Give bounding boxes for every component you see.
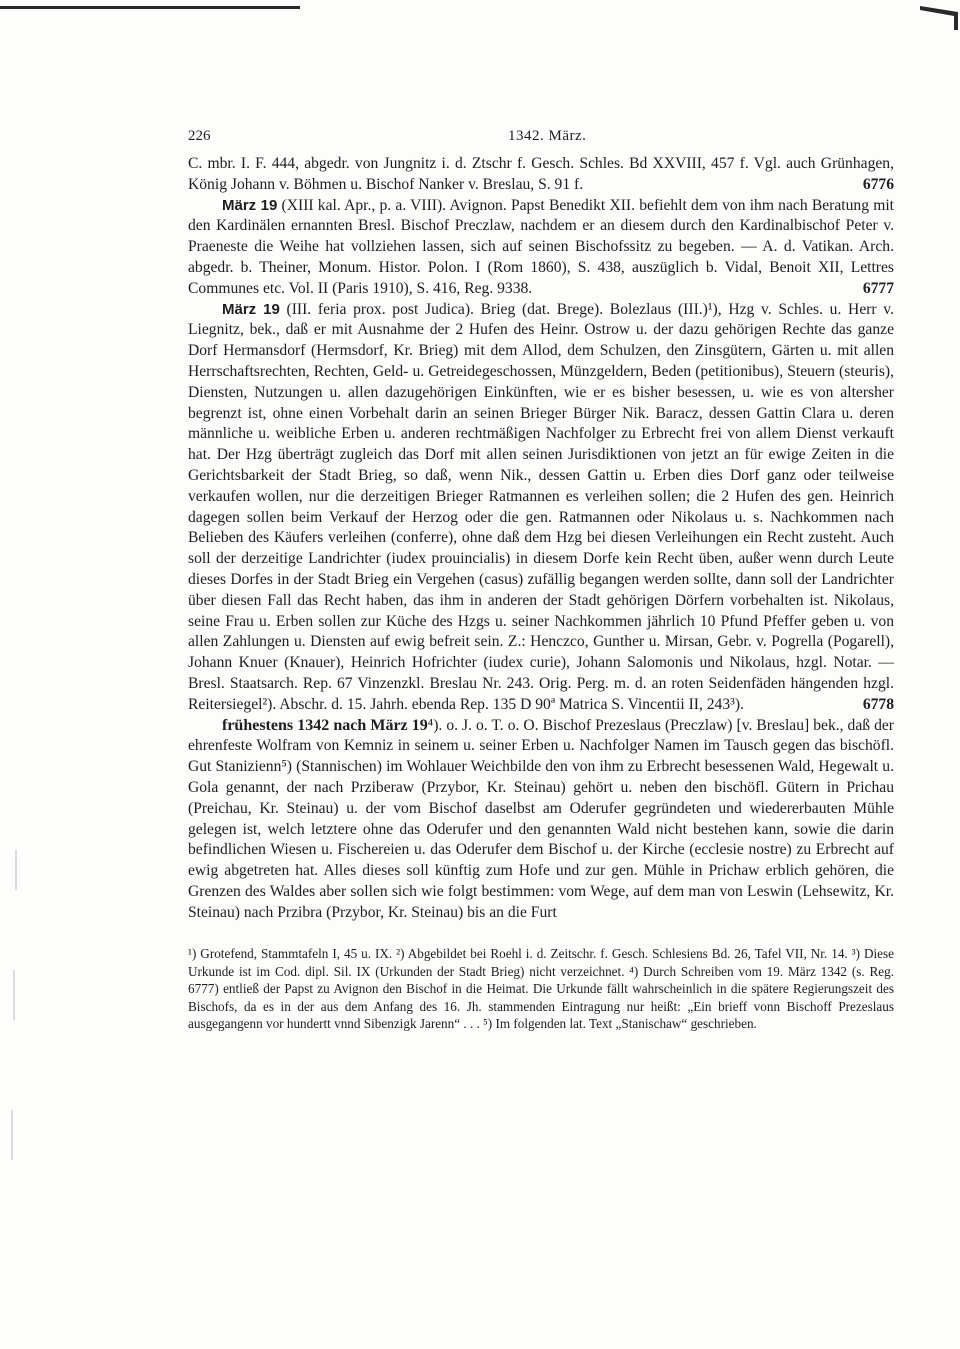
register-number: 6776	[862, 175, 894, 193]
running-title: 1342. März.	[508, 128, 587, 144]
footnotes	[188, 945, 894, 1033]
entry-text: ⁴). o. J. o. T. o. O. Bischof Prezeslaus (Preczlaw) [v. Breslau] bek., daß der ehrenfeste Wolfram von Kemniz in seinem u. seiner Erben u. Nachfolger Namen im Tausch gegen das bischöfl. Gut Stanizienn⁵) (Stannischen) im Wohlauer Weichbilde den von ihm zu Erbrecht besessenen Wald, Hegewalt u. Gola genannt, der nach Prziberaw (Przybor, Kr. Steinau) gehört u. neben den bischöfl. Gütern in Prichau (Preichau, Kr. Steinau) u. der vom Bischof daselbst am Oderufer gegründeten und wiedererbauten Mühle gelegen ist, welch letztere ohne das Oderufer und den genannten Wald nicht bestehen kann, sowie die darin befindlichen Wiesen u. Fischereien u. das Oderufer dem Bischof u. der Kirche (ecclesie nostre) zu Erbrecht auf ewig abgetreten hat. Alles dieses soll künftig zum Hofe und zur gen. Mühle in Prichaw erblich gehören, die Grenzen des Waldes aber sollen sich wie folgt bestimmen: vom Wege, auf dem man von Leswin (Lehsewitz, Kr. Steinau) nach Przibra (Przybor, Kr. Steinau) bis an die Furt	[188, 716, 894, 921]
page-number: 226	[188, 128, 211, 144]
entry-date: frühestens 1342 nach März 19	[222, 716, 428, 734]
scan-edge-bar	[0, 6, 300, 9]
register-number: 6778	[862, 695, 894, 713]
entry-text: (XIII kal. Apr., p. a. VIII). Avignon. Papst Benedikt XII. befiehlt dem von ihm nach Beratung mit den Kardinälen ernannten Bresl. Bischof Preczlaw, nachdem er an diesem durch den Kardinalbischof Peter v. Praeneste die Weihe hat vollziehen lassen, sich auf seinen Bischofssitz zu begeben. — A. d. Vatikan. Arch. abgedr. b. Theiner, Monum. Histor. Polon. I (Rom 1860), S. 438, auszüglich b. Vidal, Benoit XII, Lettres Communes etc. Vol. II (Paris 1910), S. 416, Reg. 9338.	[188, 196, 894, 297]
entry-text: (III. feria prox. post Judica). Brieg (dat. Brege). Bolezlaus (III.)¹), Hzg v. Schles. u. Herr v. Liegnitz, bek., daß er mit Ausnahme der 2 Hufen des Heinr. Ostrow u. der dazu gehörigen Rechte das ganze Dorf Hermansdorf (Hermsdorf, Kr. Brieg) mit dem Allod, dem Schulzen, den Zinsgütern, Gärten u. mit allen Herrschaftsrechten, Rechten, Geld- u. Getreidegeschossen, Münzgeldern, Beden (petitionibus), Steuern (steuris), Diensten, Nutzungen u. allen dazugehörigen Einkünften, wie er es bisher besessen, u. wie es von altersher begrenzt ist, ohne einen Vorbehalt darin an seinen Brieger Bürger Nik. Baracz, dessen Gattin Clara u. deren männliche u. weibliche Erben u. anderen rechtmäßigen Nachfolger zu Erbrecht frei von allem Dienst verkauft hat. Der Hzg überträgt zugleich das Dorf mit allen seinen Jurisdiktionen von jetzt an für ewige Zeiten in die Gerichtsbarkeit der Stadt Brieg, so daß, wenn Nik., dessen Gattin u. Erben dies Dorf ganz oder teilweise verkaufen wollen, nur die derzeitigen Brieger Ratmannen es verleihen sollen; die 2 Hufen des gen. Heinrich dagegen sollen beim Verkauf der Herzog oder die gen. Ratmannen oder Nikolaus u. s. Nachkommen nach Belieben des Käufers verleihen (conferre), ohne daß dem Hzg bei diesen Verleihungen ein Recht zusteht. Auch soll der derzeitige Landrichter (iudex prouincialis) in diesem Dorfe kein Recht üben, außer wenn durch Leute dieses Dorfes in der Stadt Brieg ein Vergehen (casus) zufällig begangen werden sollte, dann soll der Landrichter über diesen Fall das Recht haben, das ihm in anderen der Stadt gehörigen Dörfern vorbehalten ist. Nikolaus, seine Frau u. Erben sollen zur Küche des Hzgs u. seiner Nachkommen jährlich 10 Pfund Pfeffer geben u. von allen Zahlungen u. Diensten auf ewig befreit sein. Z.: Henczco, Gunther u. Mirsan, Gebr. v. Pogrella (Pogarell), Johann Knuer (Knauer), Heinrich Hofrichter (iudex curie), Johann Salomonis und Nikolaus, hzgl. Notar. — Bresl. Staatsarch. Rep. 67 Vinzenzkl. Breslau Nr. 243. Orig. Perg. m. d. an roten Seidenfäden hängenden hzgl. Reitersiegel²). Abschr. d. 15. Jahrh. ebenda Rep. 135 D 90ª Matrica S. Vincentii II, 243³).	[188, 300, 894, 713]
entry-date: März 19	[222, 300, 280, 318]
entry-6779	[188, 716, 894, 924]
entry-date: März 19	[222, 196, 278, 214]
entry-text: C. mbr. I. F. 444, abgedr. von Jungnitz i. d. Ztschr f. Gesch. Schles. Bd XXVIII, 457 f. Vgl. auch Grünhagen, König Johann v. Böhmen u. Bischof Nanker v. Breslau, S. 91 f.	[188, 155, 894, 193]
body-text	[188, 154, 894, 923]
register-number: 6777	[862, 279, 894, 297]
page-content	[188, 128, 894, 1033]
scan-corner-mark	[920, 2, 960, 30]
entry-6778	[188, 300, 894, 716]
running-head	[188, 128, 894, 150]
margin-specks	[6, 850, 26, 1170]
footnote-text: ¹) Grotefend, Stammtafeln I, 45 u. IX. ²) Abgebildet bei Roehl i. d. Zeitschr. f. Gesch. Schlesiens Bd. 26, Tafel VII, Nr. 14. ³) Diese Urkunde ist im Cod. dipl. Sil. IX (Urkunden der Stadt Brieg) nicht verzeichnet. ⁴) Durch Schreiben vom 19. März 1342 (s. Reg. 6777) entließ der Papst zu Avignon den Bischof in die Heimat. Die Urkunde fällt wahrscheinlich in die spätere Regierungszeit des Bischofs, da es in der aus dem Anfang des 16. Jh. stammenden Eintragung nur heißt: „Ein brieff vonn Bischoff Prezeslaus ausgegangenn vor hundertt vnnd Sibenzigk Jarenn“ . . . ⁵) Im folgenden lat. Text „Stanischaw“ geschrieben.	[188, 946, 894, 1032]
